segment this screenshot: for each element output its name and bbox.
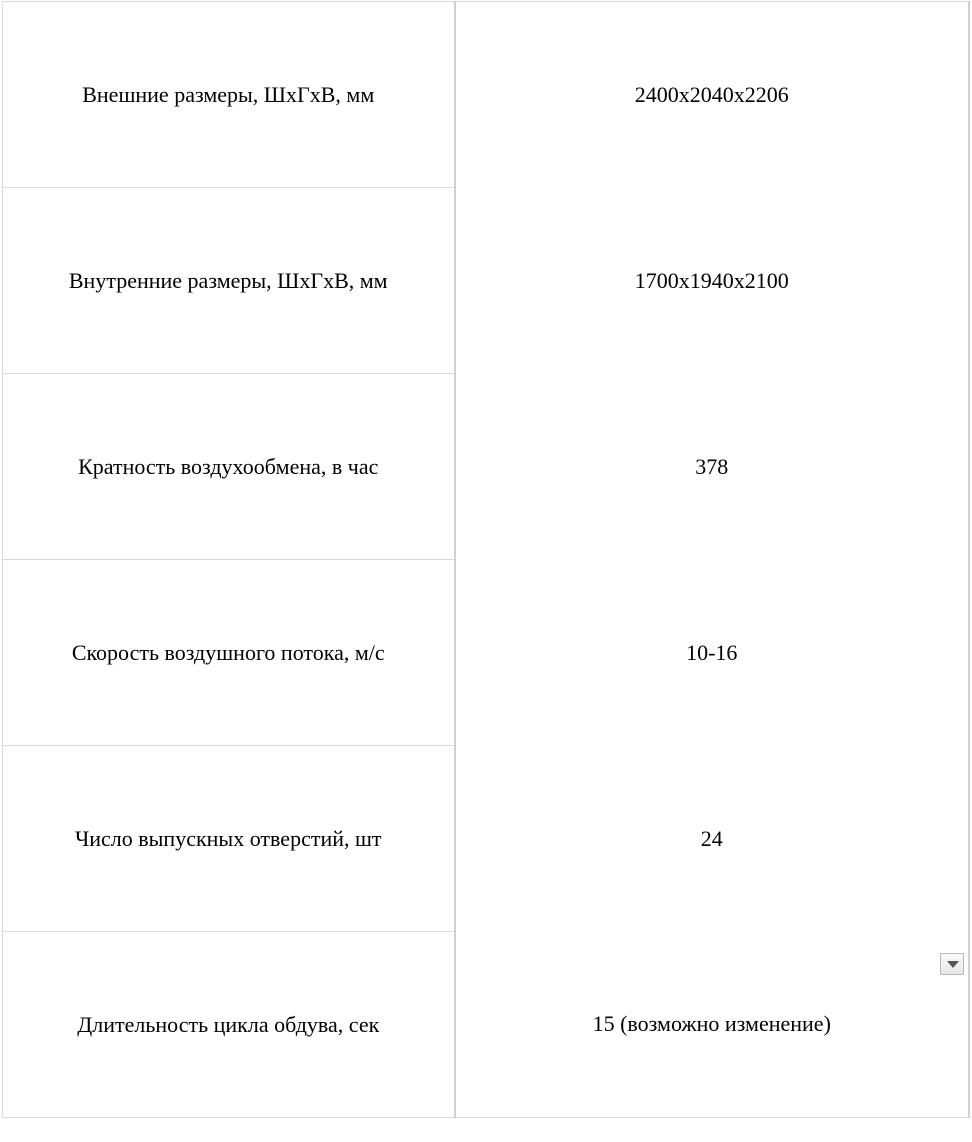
table-row: [3, 188, 970, 374]
specifications-table: [2, 1, 970, 1118]
param-value-cell: 2400x2040x2206: [455, 2, 970, 188]
param-name-cell: Число выпускных отверстий, шт: [3, 746, 455, 932]
param-value-cell: 378: [455, 374, 970, 560]
dropdown-toggle-button[interactable]: [940, 953, 964, 975]
param-name-cell: Кратность воздухообмена, в час: [3, 374, 455, 560]
table-row: [3, 746, 970, 932]
table-row: [3, 932, 970, 1118]
param-name-cell: Длительность цикла обдува, сек: [3, 932, 455, 1118]
table-row: [3, 560, 970, 746]
specifications-table-body: [3, 2, 970, 1118]
param-value-cell: 10-16: [455, 560, 970, 746]
param-name-cell: Скорость воздушного потока, м/с: [3, 560, 455, 746]
param-name-cell: Внешние размеры, ШхГхВ, мм: [3, 2, 455, 188]
param-value-cell: 1700x1940x2100: [455, 188, 970, 374]
param-name-cell: Внутренние размеры, ШхГхВ, мм: [3, 188, 455, 374]
table-row: [3, 374, 970, 560]
chevron-down-icon: [947, 961, 959, 968]
table-row: [3, 2, 970, 188]
param-value-cell: 15 (возможно изменение): [455, 932, 970, 1118]
param-value-cell: 24: [455, 746, 970, 932]
